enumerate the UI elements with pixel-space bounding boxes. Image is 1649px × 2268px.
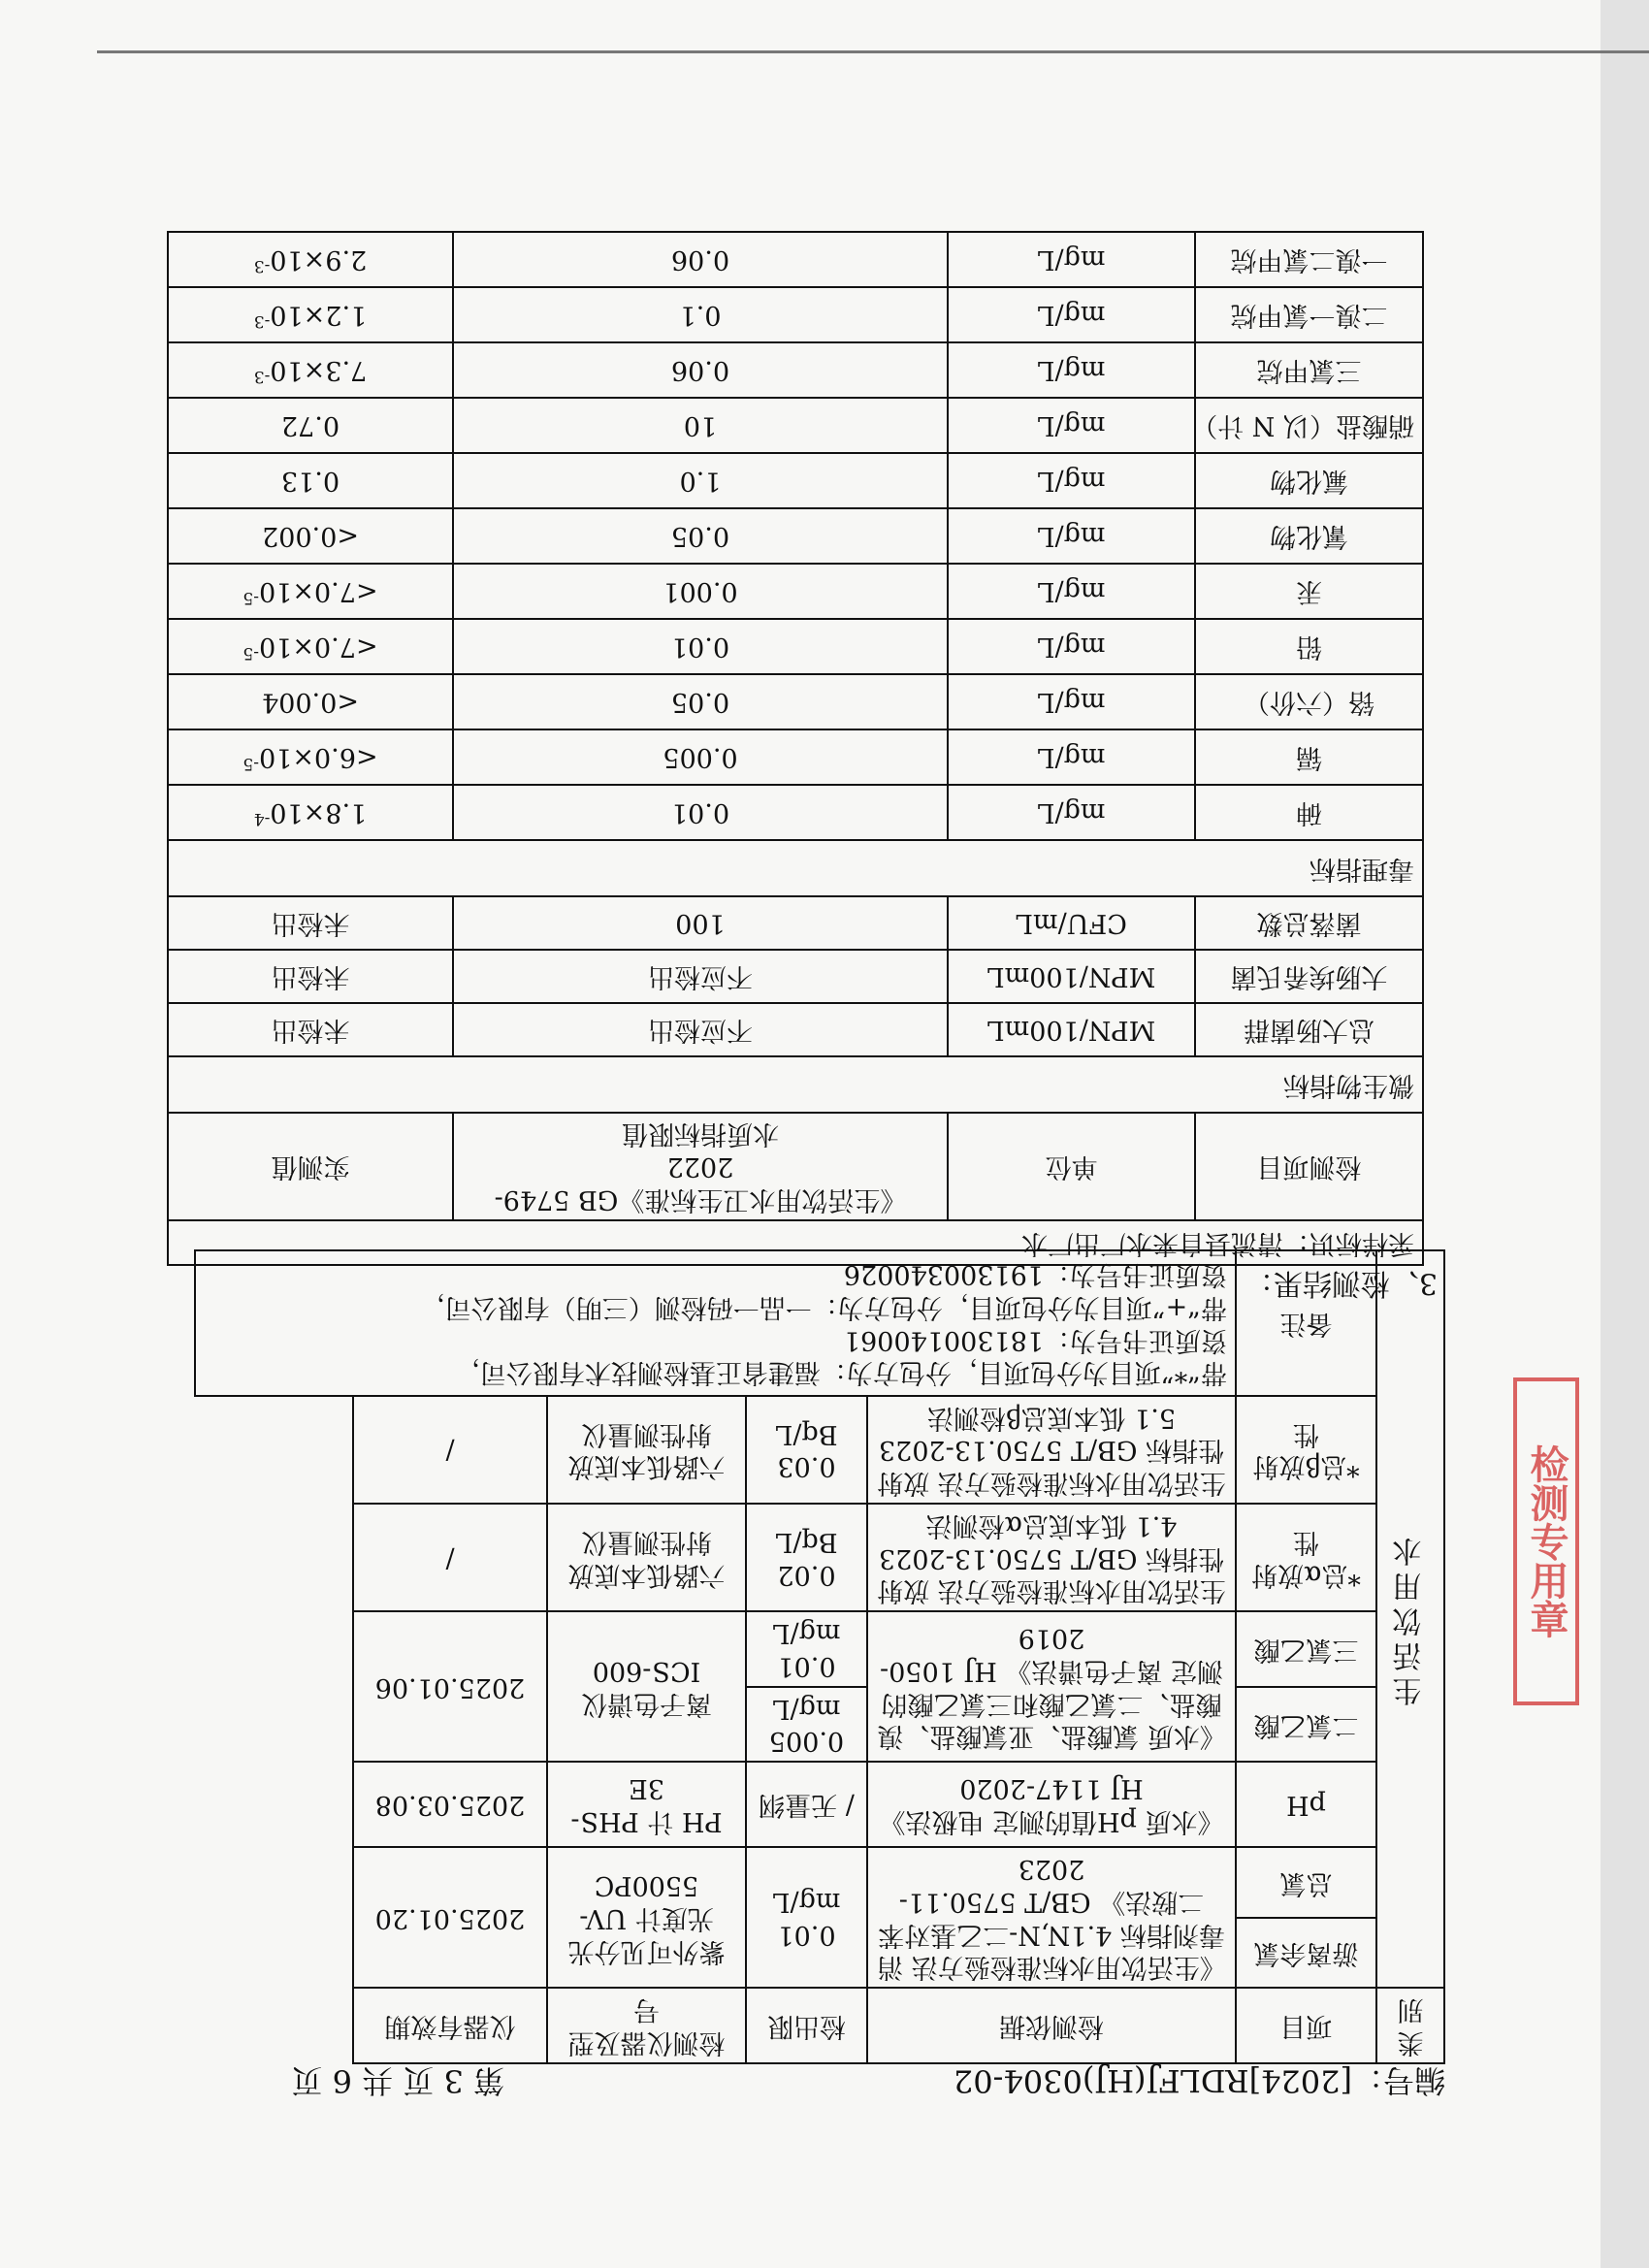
measured-exponent: -5 [242,754,260,774]
method-cell: 生活饮用水标准检验方法 放射性指标 GB/T 5750.13-2023 5.1 低本底总β检测法 [867,1396,1236,1504]
measured-cell [168,729,453,785]
unit-cell: mg/L [948,729,1195,785]
remarks-label: 备注 [1236,1250,1376,1396]
unit-cell: mg/L [948,398,1195,453]
col-measured: 实测值 [168,1113,453,1220]
measured-cell [168,508,453,564]
measured-cell [168,398,453,453]
table-row [168,729,1423,785]
method-cell: 《生活饮用水标准检验方法 消毒剂指标 4.1N,N-二乙基对苯二胺法》 GB/T 5750.11-2023 [867,1848,1236,1989]
standard-sub: 水质指标限值 [622,1118,779,1150]
toxicology-rows [168,232,1423,840]
table-row [168,453,1423,508]
measured-value: 0.72 [280,410,340,441]
item-cell: 二氯乙酸 [1236,1687,1376,1763]
table-row [168,232,1423,287]
col-limit: 检出限 [746,1989,867,2064]
measured-exponent: -4 [253,809,271,829]
instrument-cell: 六路低本底放射性测量仪 [547,1396,746,1504]
unit-cell: mg/L [948,453,1195,508]
limit-cell: 0.03 Bq/L [746,1396,867,1504]
measured-cell [168,674,453,729]
unit-cell: mg/L [948,232,1195,287]
measured-cell [168,342,453,398]
validity-cell: 2025.03.08 [353,1763,547,1848]
measured-cell [168,619,453,674]
measured-exponent: -5 [242,588,260,608]
col-validity: 仪器有效期 [353,1989,547,2064]
table-row [168,287,1423,342]
col-standard-limit [453,1113,948,1220]
col-instrument: 检测仪器及型号 [547,1989,746,2064]
validity-cell: 2025.01.06 [353,1612,547,1763]
unit-cell: mg/L [948,342,1195,398]
remarks-text [195,1250,1236,1396]
table-row [168,896,1423,950]
limit-cell: 0.01 mg/L [746,1848,867,1989]
validity-cell: / [353,1504,547,1611]
measured-cell: 未检出 [168,1003,453,1056]
item-cell: 大肠埃希氏菌 [1195,950,1423,1003]
col-method: 检测依据 [867,1989,1236,2064]
table-row [195,1918,1444,1989]
item-cell: 三氯乙酸 [1236,1612,1376,1688]
item-cell: 氟化物 [1195,453,1423,508]
measured-cell [168,785,453,840]
item-cell: 三氯甲烷 [1195,342,1423,398]
unit-cell: mg/L [948,619,1195,674]
measured-value: <7.0×10 [259,632,378,663]
measured-exponent: -3 [253,311,271,332]
group-title-row [168,840,1423,896]
instrument-cell: PH 计 PHS-3E [547,1763,746,1848]
measured-value: 1.8×10 [270,797,368,828]
measured-value: 2.9×10 [270,244,368,275]
results-section-title: 3、检测结果： [1244,1266,1438,1300]
remark-line: 资质证书号为：191300340026 [843,1259,1227,1290]
measured-value: 7.3×10 [270,355,368,386]
measured-value: <7.0×10 [259,576,378,607]
instrument-cell: 离子色谱仪 ICS-600 [547,1612,746,1763]
remark-line: 资质证书号为：181300140061 [843,1324,1227,1355]
limit-cell: 0.05 [453,508,948,564]
item-cell: 二溴一氯甲烷 [1195,287,1423,342]
table-row [195,1687,1444,1763]
table-row [168,1003,1423,1056]
limit-cell: 0.01 mg/L [746,1612,867,1688]
table-header-row [195,1989,1444,2064]
item-cell: 总氯 [1236,1848,1376,1919]
limit-cell: 0.005 [453,729,948,785]
measured-cell: 未检出 [168,896,453,950]
measured-value: <0.002 [262,521,359,552]
unit-cell: CFU/mL [948,896,1195,950]
measured-cell [168,564,453,619]
group-title: 微生物指标 [168,1056,1423,1113]
validity-cell: 2025.01.20 [353,1848,547,1989]
item-cell: 菌落总数 [1195,896,1423,950]
item-cell: 硝酸盐（以 N 计） [1195,398,1423,453]
limit-cell: / 无量纲 [746,1763,867,1848]
measured-value: <6.0×10 [259,742,378,773]
limit-cell: 1.0 [453,453,948,508]
measured-cell [168,453,453,508]
measured-value: 1.2×10 [270,300,368,331]
col-item: 项目 [1236,1989,1376,2064]
item-cell: 铬（六价） [1195,674,1423,729]
limit-cell: 0.01 [453,785,948,840]
measured-exponent: -3 [253,256,271,276]
group-title-row [168,1056,1423,1113]
unit-cell: mg/L [948,564,1195,619]
item-cell: *总α放射性 [1236,1504,1376,1611]
measured-cell [168,287,453,342]
unit-cell: MPN/100mL [948,1003,1195,1056]
table-row [195,1763,1444,1848]
unit-cell: mg/L [948,287,1195,342]
method-cell: 《水质 氯酸盐、亚氯酸盐、溴酸盐、二氯乙酸和三氯乙酸的测定 离子色谱法》 HJ 1050-2019 [867,1612,1236,1763]
report-number: 编号：[2024]RDLFJ(HJ)0304-02 [953,2062,1445,2099]
limit-cell: 0.06 [453,232,948,287]
remark-line: 带“+”项目为分包项目，分包方为：一品一码检测（三明）有限公司， [418,1292,1227,1322]
item-cell: 总大肠菌群 [1195,1003,1423,1056]
limit-cell: 100 [453,896,948,950]
limit-cell: 0.02 Bq/L [746,1504,867,1611]
validity-cell: / [353,1396,547,1504]
item-cell: *总β放射性 [1236,1396,1376,1504]
unit-cell: MPN/100mL [948,950,1195,1003]
measured-exponent: -3 [253,367,271,387]
limit-cell: 0.005 mg/L [746,1687,867,1763]
method-cell: 生活饮用水标准检验方法 放射性指标 GB/T 5750.13-2023 4.1 低本底总α检测法 [867,1504,1236,1611]
table-row [168,564,1423,619]
item-cell: 铅 [1195,619,1423,674]
limit-cell: 10 [453,398,948,453]
item-cell: 游离余氯 [1236,1918,1376,1989]
limit-cell: 0.06 [453,342,948,398]
standard-name: 《生活饮用水卫生标准》GB 5749-2022 [494,1151,907,1215]
measured-value: 0.13 [280,466,340,497]
limit-cell: 不应检出 [453,950,948,1003]
limit-cell: 0.01 [453,619,948,674]
item-cell: 砷 [1195,785,1423,840]
limit-cell: 不应检出 [453,1003,948,1056]
item-cell: 汞 [1195,564,1423,619]
table-row [168,674,1423,729]
item-cell: 氰化物 [1195,508,1423,564]
results-header-row [168,1113,1423,1220]
item-cell: 一溴二氯甲烷 [1195,232,1423,287]
table-row [168,342,1423,398]
limit-cell: 0.001 [453,564,948,619]
item-cell: pH [1236,1763,1376,1848]
instrument-cell: 六路低本底放射性测量仪 [547,1504,746,1611]
limit-cell: 0.05 [453,674,948,729]
page-info: 第 3 页 共 6 页 [291,2062,504,2099]
item-cell: 镉 [1195,729,1423,785]
method-cell: 《水质 pH值的测定 电极法》 HJ 1147-2020 [867,1763,1236,1848]
group-title: 毒理指标 [168,840,1423,896]
test-basis-table [194,1249,1445,2064]
unit-cell: mg/L [948,508,1195,564]
limit-cell: 0.1 [453,287,948,342]
measured-exponent: -5 [242,643,260,664]
measured-value: <0.004 [262,687,359,718]
table-row [168,398,1423,453]
table-row [168,619,1423,674]
table-row [195,1396,1444,1504]
results-table [167,231,1424,1266]
col-category: 类别 [1376,1989,1444,2064]
inspection-stamp: 检测专用章 [1513,1377,1579,1705]
sample-label-row [168,1220,1423,1265]
unit-cell: mg/L [948,674,1195,729]
category-cell: 生活饮用水 [1376,1250,1444,1989]
measured-cell [168,232,453,287]
remark-line: 带“*”项目为分包项目，分包方为：福建省正基检测技术有限公司， [453,1357,1227,1388]
table-row [168,785,1423,840]
table-row [195,1504,1444,1611]
table-row [168,950,1423,1003]
instrument-cell: 紫外可见分光光度计 UV-5500PC [547,1848,746,1989]
measured-cell: 未检出 [168,950,453,1003]
table-row [168,508,1423,564]
col-test-item: 检测项目 [1195,1113,1423,1220]
sample-label: 采样标识：清流县自来水厂出厂水 [168,1220,1423,1265]
unit-cell: mg/L [948,785,1195,840]
col-unit: 单位 [948,1113,1195,1220]
